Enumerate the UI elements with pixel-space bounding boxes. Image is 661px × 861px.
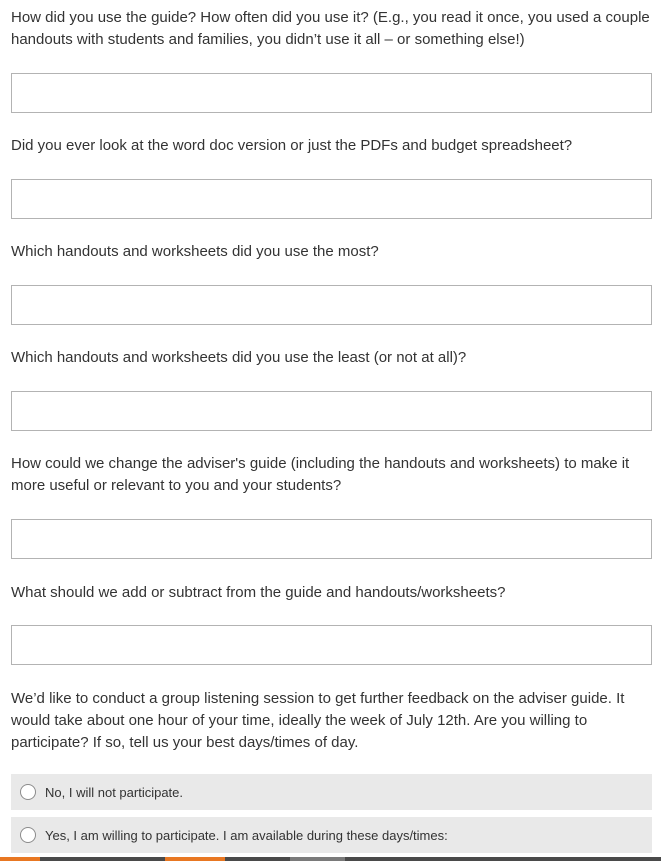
answer-change-guide[interactable] [11, 519, 652, 559]
strip-segment-dark-2 [225, 857, 290, 861]
radio-yes-participate[interactable] [20, 827, 36, 843]
bottom-progress-strip [0, 857, 661, 861]
answer-guide-usage[interactable] [11, 73, 652, 113]
answer-used-most[interactable] [11, 285, 652, 325]
question-change-guide: How could we change the adviser's guide (including the handouts and worksheets) to make it more useful or relevant to you and your students? [11, 455, 630, 494]
radio-no-participate[interactable] [20, 784, 36, 800]
strip-segment-orange-2 [165, 857, 225, 861]
question-used-most: Which handouts and worksheets did you use the most? [11, 243, 379, 260]
option-yes-participate[interactable] [11, 817, 652, 853]
question-word-doc: Did you ever look at the word doc version or just the PDFs and budget spreadsheet? [11, 137, 573, 154]
question-listening-session: We’d like to conduct a group listening session to get further feedback on the adviser guide. It would take about one hour of your time, ideally the week of July 12th. Are you willing to participate? If so, tell us your best days/times of day. [11, 690, 625, 751]
strip-segment-gray [290, 857, 345, 861]
option-no-participate[interactable] [11, 774, 652, 810]
strip-segment-dark [40, 857, 165, 861]
answer-used-least[interactable] [11, 391, 652, 431]
question-guide-usage: How did you use the guide? How often did you use it? (E.g., you read it once, you used a couple handouts with students and families, you didn’t use it all – or something else!) [11, 9, 650, 48]
answer-add-subtract[interactable] [11, 625, 652, 665]
question-used-least: Which handouts and worksheets did you use the least (or not at all)? [11, 349, 467, 366]
strip-segment-orange [0, 857, 40, 861]
question-add-subtract: What should we add or subtract from the guide and handouts/worksheets? [11, 584, 506, 601]
option-no-participate-label: No, I will not participate. [45, 784, 184, 800]
strip-segment-dark-3 [345, 857, 661, 861]
option-yes-participate-label: Yes, I am willing to participate. I am available during these days/times: [45, 827, 448, 843]
answer-word-doc[interactable] [11, 179, 652, 219]
